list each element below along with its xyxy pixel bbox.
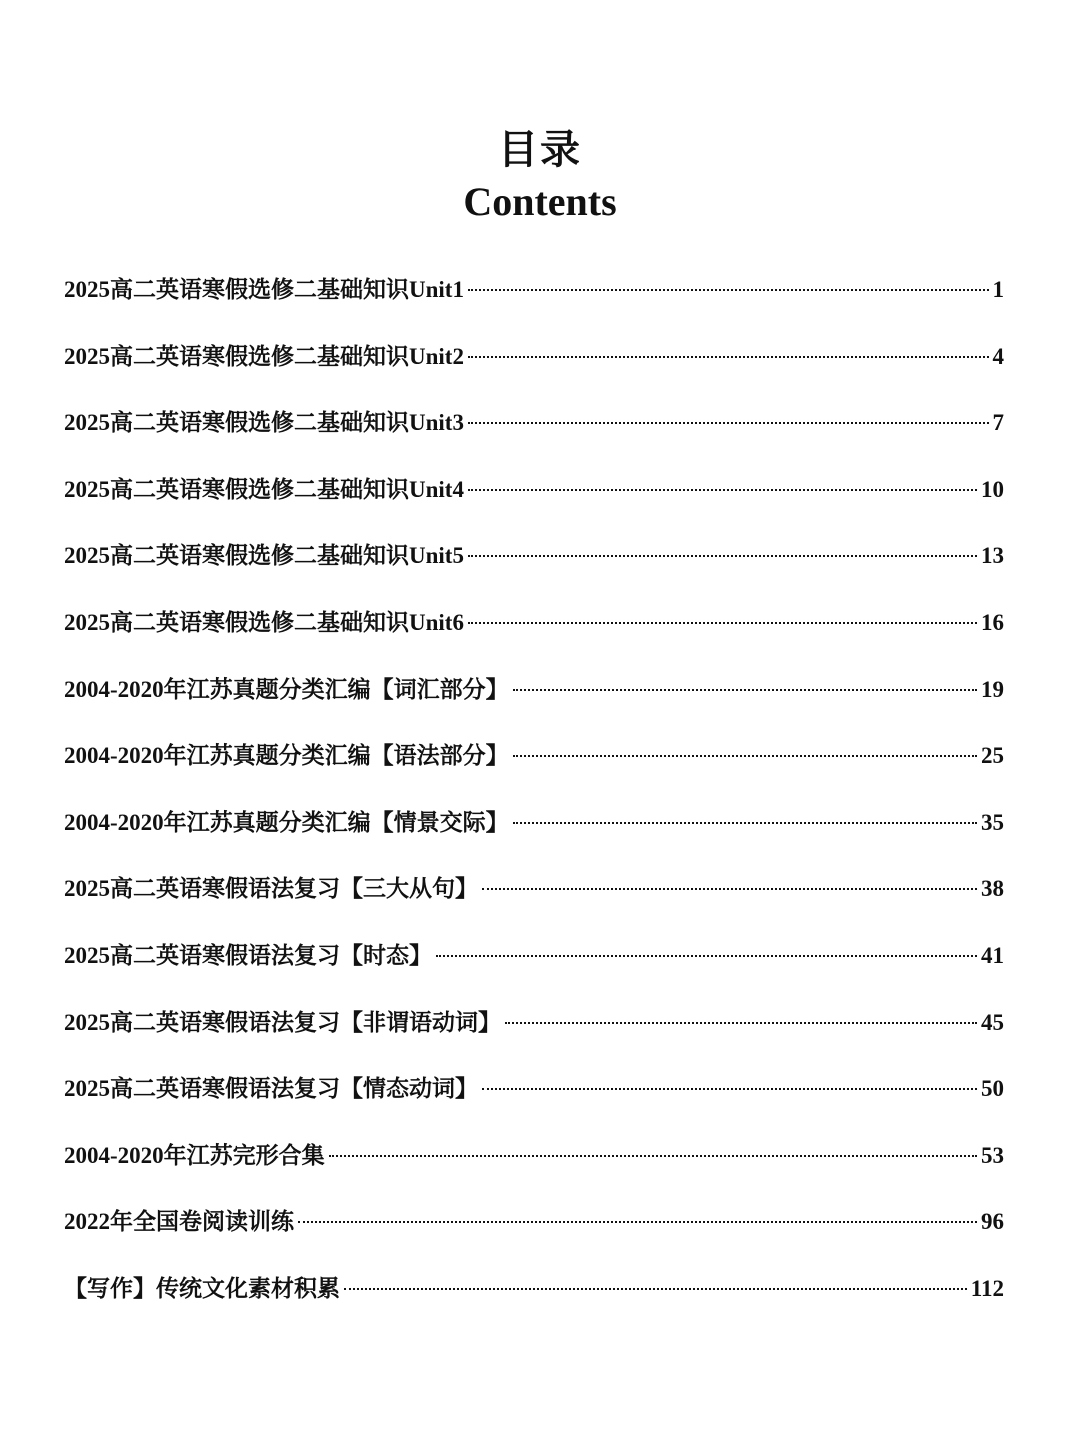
- toc-entry-page: 7: [992, 410, 1004, 436]
- toc-entry-page: 4: [992, 343, 1004, 369]
- toc-entry-title: 2025高二英语寒假选修二基础知识Unit1: [64, 277, 464, 302]
- toc-entry[interactable]: [64, 1003, 1004, 1070]
- toc-entry[interactable]: [64, 936, 1004, 1003]
- dot-leader: [482, 888, 977, 890]
- dot-leader: [513, 822, 977, 824]
- toc-entry-title: 2022年全国卷阅读训练: [64, 1209, 294, 1235]
- dot-leader: [468, 356, 989, 358]
- toc-entry[interactable]: [64, 337, 1004, 404]
- toc-entry[interactable]: [64, 1069, 1004, 1136]
- toc-entry-page: 13: [981, 543, 1004, 569]
- toc-entry-title: 2025高二英语寒假选修二基础知识Unit6: [64, 609, 464, 635]
- toc-entry-title: 2025高二英语寒假选修二基础知识Unit4: [64, 476, 464, 502]
- toc-entry-title: 【写作】传统文化素材积累: [64, 1275, 340, 1301]
- toc-entry-page: 45: [981, 1009, 1004, 1035]
- toc-entry-page: 19: [981, 676, 1004, 702]
- toc-entry-page: 16: [981, 609, 1004, 635]
- dot-leader: [298, 1221, 977, 1223]
- toc-entry-title: 2004-2020年江苏真题分类汇编【语法部分】: [64, 743, 509, 769]
- toc-entry[interactable]: [64, 1202, 1004, 1269]
- toc-entry-title: 2025高二英语寒假选修二基础知识Unit5: [64, 543, 464, 569]
- dot-leader: [505, 1022, 977, 1024]
- dot-leader: [482, 1088, 977, 1090]
- toc-entry-page: 41: [981, 942, 1004, 968]
- toc-entry-page: 96: [981, 1209, 1004, 1235]
- dot-leader: [329, 1155, 977, 1157]
- toc-entry-title: 2025高二英语寒假选修二基础知识Unit2: [64, 343, 464, 369]
- toc-entry-title: 2025高二英语寒假语法复习【非谓语动词】: [64, 1009, 501, 1035]
- toc-entry-page: 50: [981, 1076, 1004, 1102]
- dot-leader: [468, 489, 977, 491]
- page-title-english: Contents: [463, 179, 617, 224]
- dot-leader: [468, 289, 989, 291]
- toc-entry-page: 112: [970, 1275, 1004, 1301]
- toc-entry[interactable]: [64, 869, 1004, 936]
- dot-leader: [468, 422, 989, 424]
- toc-entry-page: 35: [981, 809, 1004, 835]
- dot-leader: [344, 1288, 967, 1290]
- toc-entry-title: 2004-2020年江苏完形合集: [64, 1142, 325, 1168]
- toc-entry-title: 2004-2020年江苏真题分类汇编【情景交际】: [64, 809, 509, 835]
- toc-entry[interactable]: [64, 1269, 1004, 1336]
- toc-entry-page: 53: [981, 1142, 1004, 1168]
- dot-leader: [513, 755, 977, 757]
- toc-entry-title: 2025高二英语寒假语法复习【时态】: [64, 942, 432, 968]
- dot-leader: [436, 955, 977, 957]
- toc-entry-title: 2025高二英语寒假选修二基础知识Unit3: [64, 410, 464, 436]
- toc-entry[interactable]: [64, 670, 1004, 737]
- toc-entry[interactable]: [64, 803, 1004, 870]
- toc-entry[interactable]: [64, 470, 1004, 537]
- toc-entry-page: 10: [981, 476, 1004, 502]
- dot-leader: [468, 622, 977, 624]
- toc-entry[interactable]: [64, 270, 1004, 337]
- toc-entry-page: 38: [981, 876, 1004, 902]
- toc-entry-title: 2025高二英语寒假语法复习【三大从句】: [64, 876, 478, 902]
- toc-entry-page: 1: [992, 277, 1004, 302]
- toc-entry-title: 2004-2020年江苏真题分类汇编【词汇部分】: [64, 676, 509, 702]
- table-of-contents: [64, 270, 1004, 1336]
- toc-entry[interactable]: [64, 403, 1004, 470]
- toc-entry[interactable]: [64, 736, 1004, 803]
- toc-entry[interactable]: [64, 603, 1004, 670]
- toc-entry[interactable]: [64, 536, 1004, 603]
- toc-entry[interactable]: [64, 1136, 1004, 1203]
- dot-leader: [513, 689, 977, 691]
- toc-entry-title: 2025高二英语寒假语法复习【情态动词】: [64, 1076, 478, 1102]
- toc-entry-page: 25: [981, 743, 1004, 769]
- page-title-chinese: 目录: [498, 127, 582, 173]
- dot-leader: [468, 555, 977, 557]
